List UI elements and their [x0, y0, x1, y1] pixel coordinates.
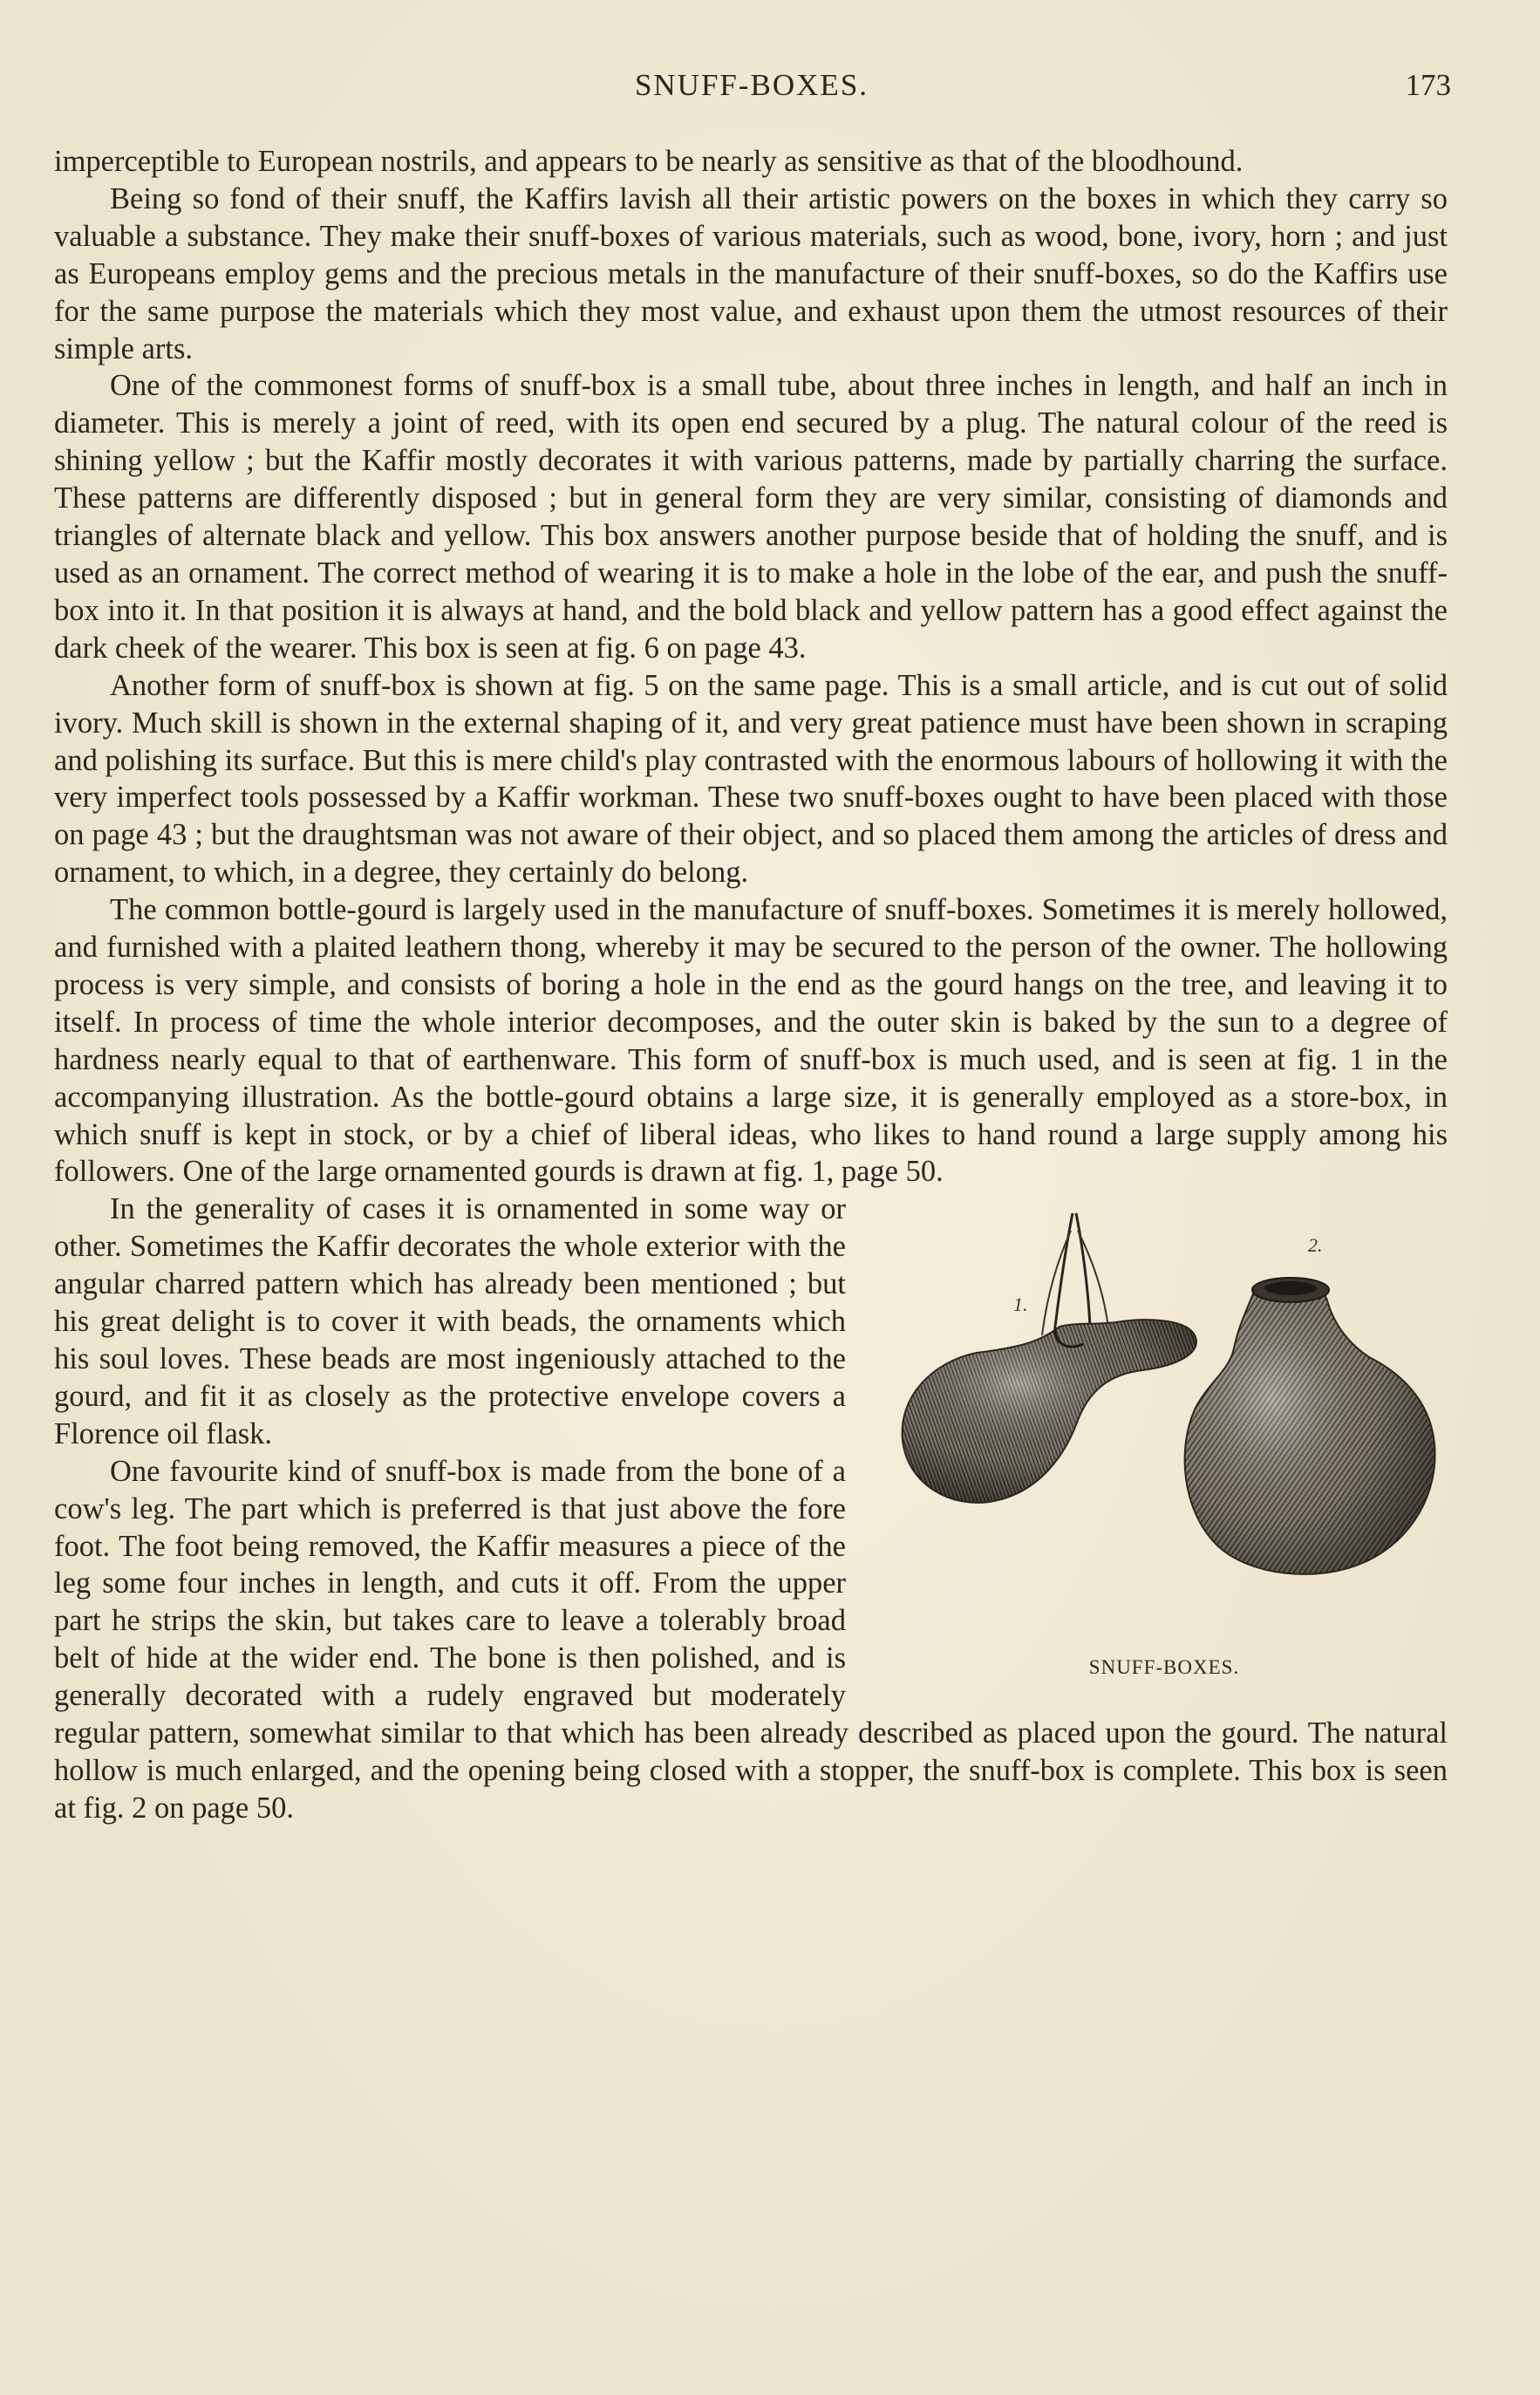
paragraph-1: imperceptible to European nostrils, and appears to be nearly as sensitive as that of the bloodhound. [54, 145, 1244, 178]
running-head [54, 68, 1449, 106]
snuff-boxes-engraving [881, 1196, 1448, 1641]
paragraph-4: Another form of snuff-box is shown at fig. 5 on the same page. This is a small article, and is cut out of solid ivory. Much skill is shown in the external shaping of it, and very great patience must have been shown in scraping and polishing its surface. But this is mere child's play contrasted with the enormous labours of hollowing it with the very imperfect tools possessed by a Kaffir workman. These two snuff-boxes ought to have been placed with those on page 43 ; but the draughtsman was not aware of their object, and so placed them among the articles of dress and ornament, to which, in a degree, they certainly do belong. [54, 668, 1448, 890]
paragraph-3: One of the commonest forms of snuff-box is a small tube, about three inches in length, and half an inch in diameter. This is merely a joint of reed, with its open end secured by a plug. The natural colour of the reed is shining yellow ; but the Kaffir mostly decorates it with various patterns, made by partially charring the surface. These patterns are differently disposed ; but in general form they are very similar, consisting of diamonds and triangles of alternate black and yellow. This box answers another purpose beside that of holding the snuff, and is used as an ornament. The correct method of wearing it is to make a hole in the lobe of the ear, and push the snuff-box into it. In that position it is always at hand, and the bold black and yellow pattern has a good effect against the dark cheek of the wearer. This box is seen at fig. 6 on page 43. [54, 369, 1448, 665]
snuff-boxes-illustration [881, 1196, 1448, 1702]
body-text [54, 143, 1448, 1827]
paragraph-6: In the generality of cases it is ornamented in some way or other. Sometimes the Kaffir decorates the whole exterior with the angular charred pattern which has already been mentioned ; but his great delight is to cover it with beads, the ornaments which his soul loves. These beads are most ingeniously attached to the gourd, and fit it as closely as the protective envelope covers a Florence oil flask. [54, 1192, 846, 1450]
paragraph-5: The common bottle-gourd is largely used in the manufacture of snuff-boxes. Sometimes it is merely hollowed, and furnished with a plaited leathern thong, whereby it may be secured to the person of the owner. The hollowing process is very simple, and consists of boring a hole in the end as the gourd hangs on the tree, and leaving it to itself. In process of time the whole interior decomposes, and the outer skin is baked by the sun to a degree of hardness nearly equal to that of earthenware. This form of snuff-box is much used, and is seen at fig. 1 in the accompanying illustration. As the bottle-gourd obtains a large size, it is generally employed as a store-box, in which snuff is kept in stock, or by a chief of liberal ideas, who likes to hand round a large supply among his followers. One of the large ornamented gourds is drawn at fig. 1, page 50. [54, 893, 1448, 1189]
fig-2-gourd [1185, 1278, 1435, 1574]
fig-2-label: 2. [1308, 1234, 1323, 1257]
figure-caption: SNUFF-BOXES. [1088, 1656, 1240, 1679]
fig-1-label: 1. [1013, 1293, 1028, 1316]
fig-1-gourd [903, 1213, 1196, 1503]
running-title: SNUFF-BOXES. [634, 68, 869, 102]
page-number: 173 [1405, 68, 1451, 102]
paragraph-2: Being so fond of their snuff, the Kaffirs lavish all their artistic powers on the boxes in which they carry so valuable a substance. They make their snuff-boxes of various materials, such as wood, bone, ivory, horn ; and just as Europeans employ gems and the precious metals in the manufacture of their snuff-boxes, so do the Kaffirs use for the same purpose the materials which they most value, and exhaust upon them the utmost resources of their simple arts. [54, 181, 1448, 365]
paragraph-7: One favourite kind of snuff-box is made from the bone of a cow's leg. The part which is preferred is that just above the fore foot. The foot being removed, the Kaffir measures a piece of the leg some four inches in length, and cuts it off. From the upper part he strips the skin, but takes care to leave a tolerably broad belt of hide at the wider end. The bone is then polished, and is generally decorated with a rudely engraved but moderately regular pattern, somewhat similar to that which has been already described as placed upon the gourd. The natural hollow is much enlarged, and the opening being closed with a stopper, the snuff-box is complete. This box is seen at fig. 2 on page 50. [54, 1454, 1448, 1825]
